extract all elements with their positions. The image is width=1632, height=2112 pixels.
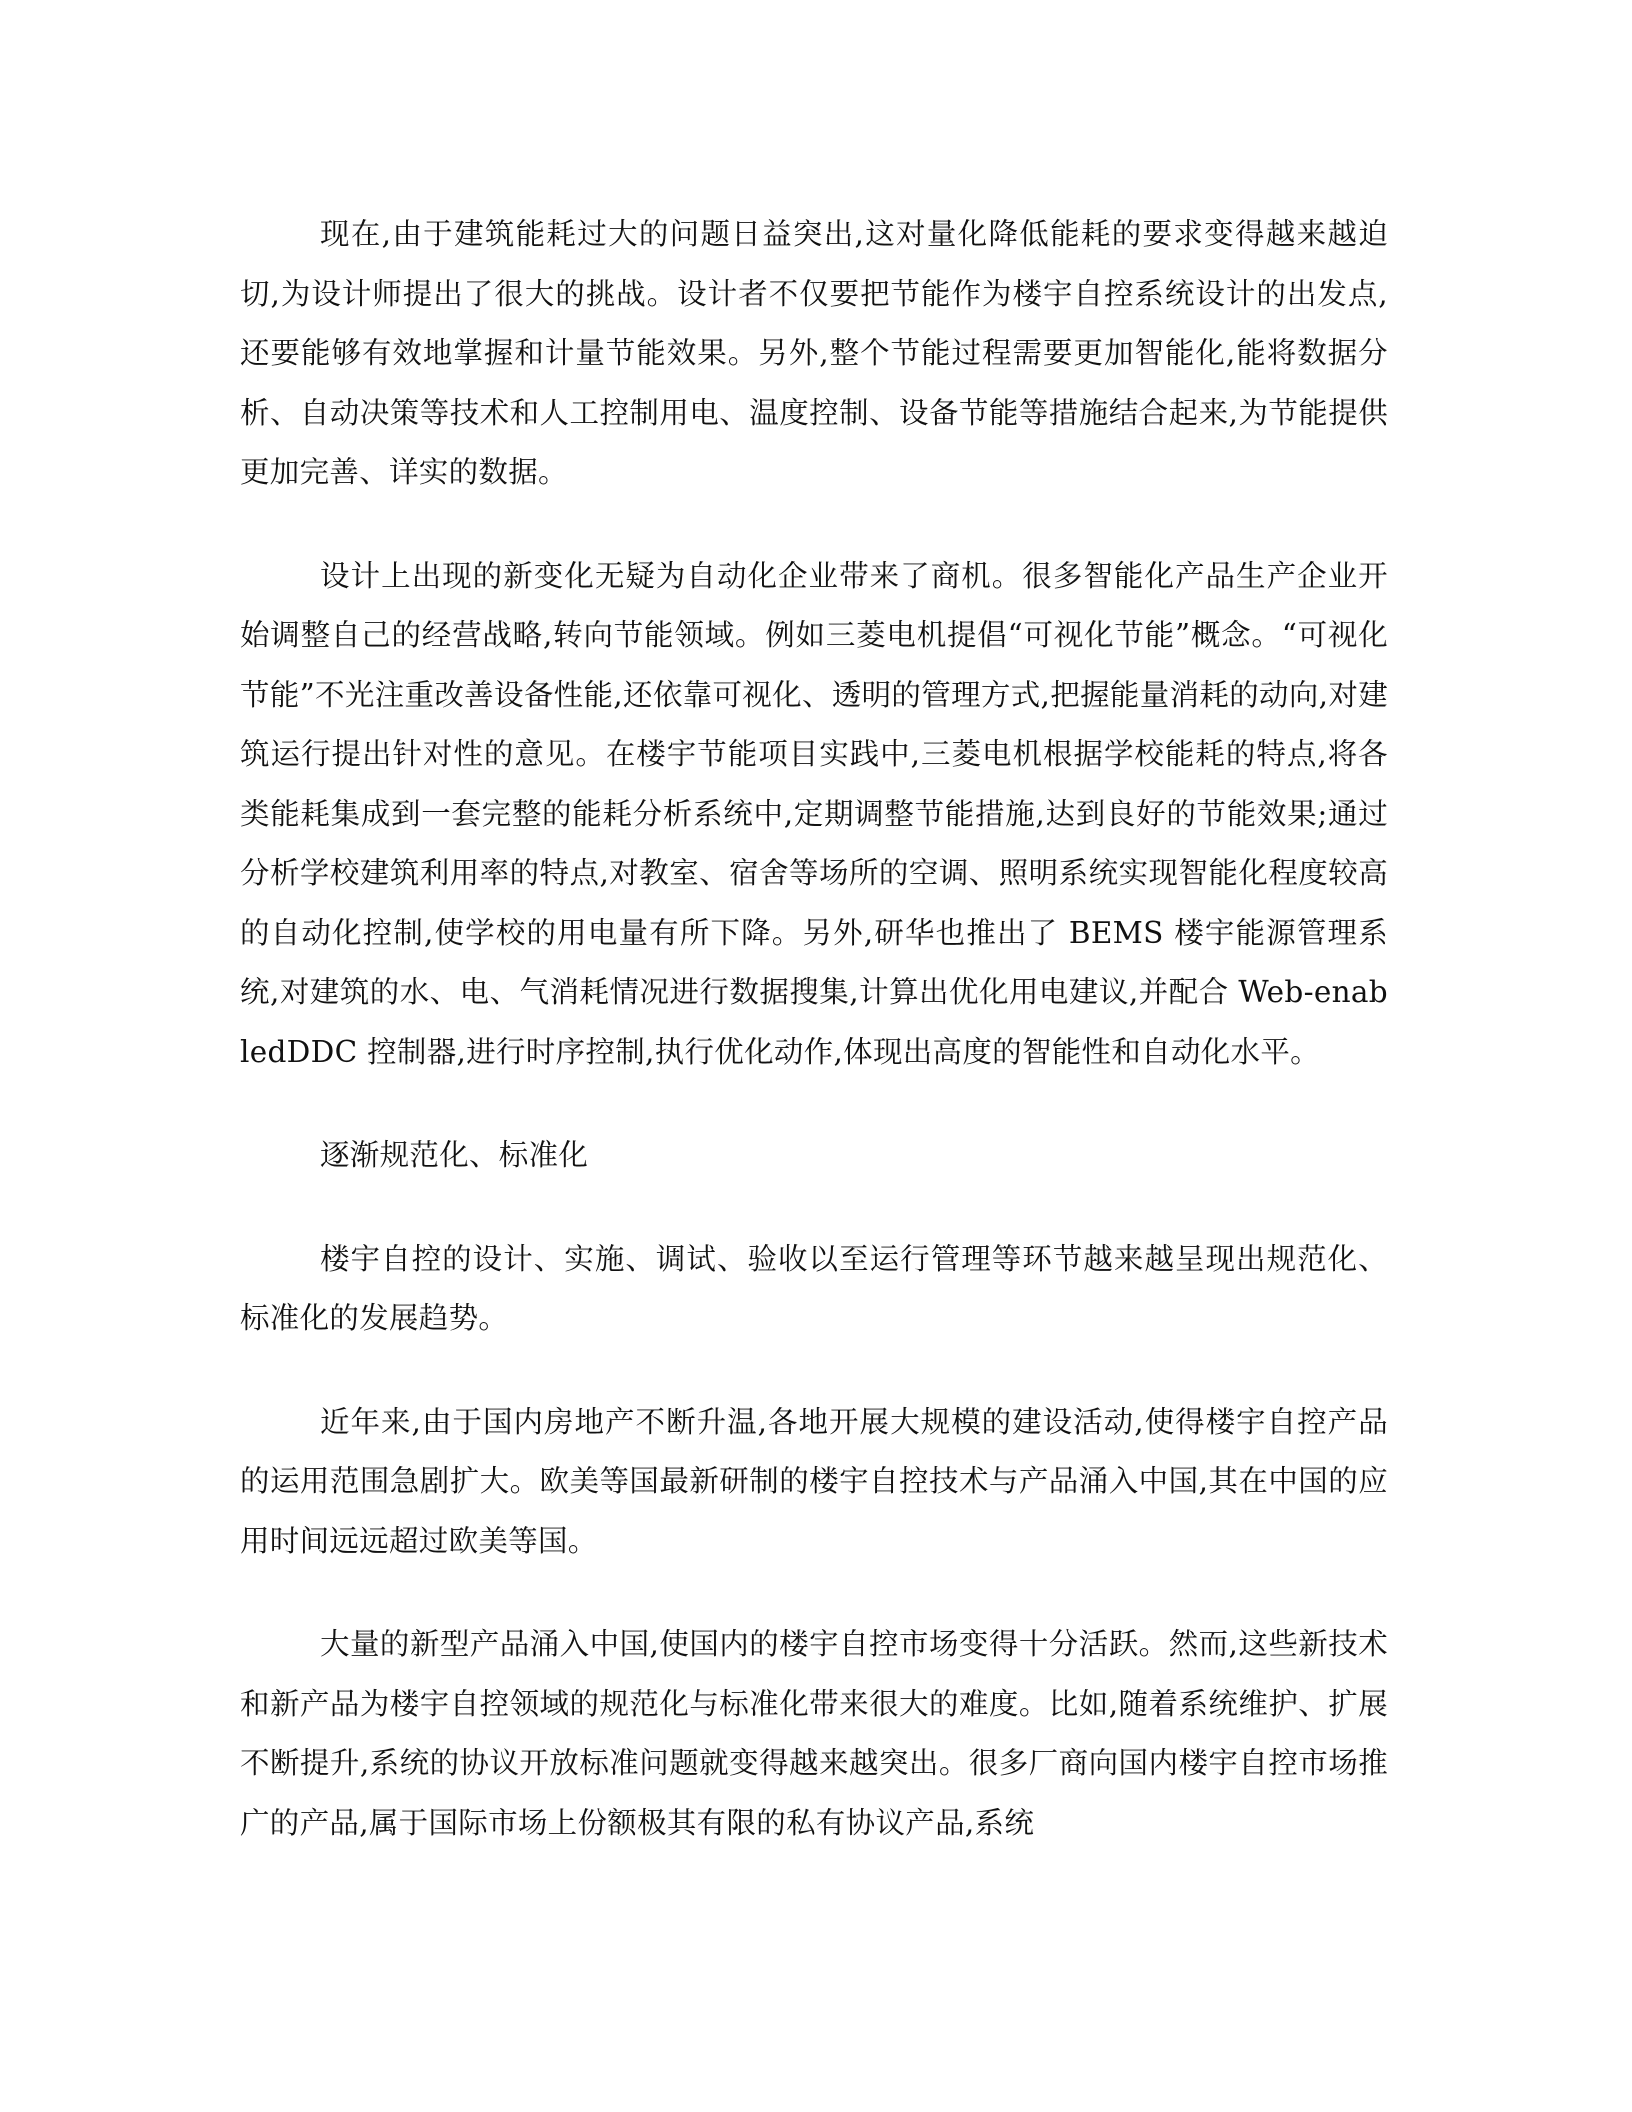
paragraph-business-opportunity: 设计上出现的新变化无疑为自动化企业带来了商机。很多智能化产品生产企业开始调整自己的经营战略,转向节能领域。例如三菱电机提倡“可视化节能”概念。“可视化节能”不光注重改善设备性能,还依靠可视化、透明的管理方式,把握能量消耗的动向,对建筑运行提出针对性的意见。在楼宇节能项目实践中,三菱电机根据学校能耗的特点,将各类能耗集成到一套完整的能耗分析系统中,定期调整节能措施,达到良好的节能效果;通过分析学校建筑利用率的特点,对教室、宿舍等场所的空调、照明系统实现智能化程度较高的自动化控制,使学校的用电量有所下降。另外,研华也推出了 BEMS 楼宇能源管理系统,对建筑的水、电、气消耗情况进行数据搜集,计算出优化用电建议,并配合 Web-enabledDDC 控制器,进行时序控制,执行优化动作,体现出高度的智能性和自动化水平。 <box>240 558 1388 1069</box>
paragraph-new-products: 大量的新型产品涌入中国,使国内的楼宇自控市场变得十分活跃。然而,这些新技术和新产品为楼宇自控领域的规范化与标准化带来很大的难度。比如,随着系统维护、扩展不断提升,系统的协议开放标准问题就变得越来越突出。很多厂商向国内楼宇自控市场推广的产品,属于国际市场上份额极其有限的私有协议产品,系统 <box>240 1627 1388 1840</box>
paragraph-energy-challenge: 现在,由于建筑能耗过大的问题日益突出,这对量化降低能耗的要求变得越来越迫切,为设计师提出了很大的挑战。设计者不仅要把节能作为楼宇自控系统设计的出发点,还要能够有效地掌握和计量节能效果。另外,整个节能过程需要更加智能化,能将数据分析、自动决策等技术和人工控制用电、温度控制、设备节能等措施结合起来,为节能提供更加完善、详实的数据。 <box>240 217 1388 489</box>
paragraph-market-growth: 近年来,由于国内房地产不断升温,各地开展大规模的建设活动,使得楼宇自控产品的运用范围急剧扩大。欧美等国最新研制的楼宇自控技术与产品涌入中国,其在中国的应用时间远远超过欧美等国。 <box>240 1404 1388 1558</box>
document-body <box>240 205 1388 1897</box>
paragraph-standardization-trend: 楼宇自控的设计、实施、调试、验收以至运行管理等环节越来越呈现出规范化、标准化的发展趋势。 <box>240 1241 1388 1335</box>
section-heading-standardization: 逐渐规范化、标准化 <box>320 1138 589 1172</box>
